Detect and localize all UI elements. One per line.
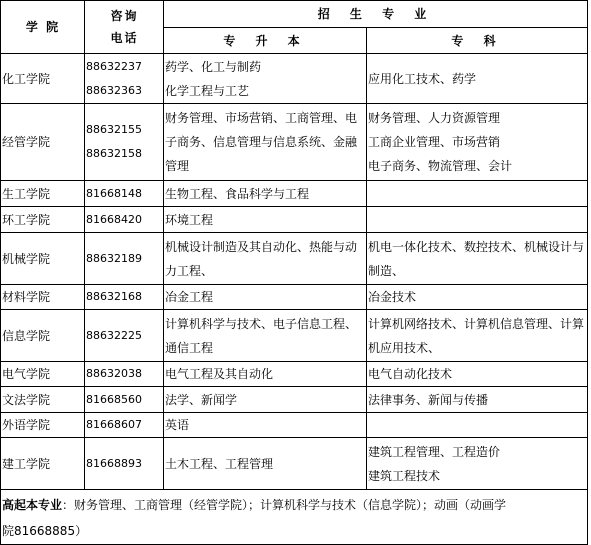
header-majors: 招 生 专 业 xyxy=(164,1,588,28)
upgrade-major-line: 药学、化工与制药 xyxy=(165,59,262,74)
header-phone xyxy=(85,1,164,54)
college-name: 电气学院 xyxy=(1,362,85,387)
upgrade-majors-cell xyxy=(164,362,367,387)
junior-major-line: 建筑工程技术 xyxy=(368,468,441,483)
phone-number: 88632155 xyxy=(86,123,142,136)
phone-cell xyxy=(85,310,164,362)
junior-majors-cell xyxy=(367,233,588,285)
table-row xyxy=(1,387,588,413)
table-row xyxy=(1,207,588,233)
junior-major-line: 机应用技术、 xyxy=(368,340,441,355)
phone-number: 88632158 xyxy=(86,147,142,160)
phone-number: 81668148 xyxy=(86,186,142,200)
phone-cell xyxy=(85,233,164,285)
header-junior: 专 科 xyxy=(367,28,588,54)
junior-major-line: 电子商务、物流管理、会计 xyxy=(368,159,513,173)
phone-number: 88632363 xyxy=(86,83,142,97)
upgrade-major-line: 法学、新闻学 xyxy=(165,392,238,407)
junior-majors-cell xyxy=(367,285,588,310)
upgrade-major-line: 冶金工程 xyxy=(165,290,214,304)
upgrade-major-line: 电气工程及其自动化 xyxy=(165,367,274,381)
college-name: 信息学院 xyxy=(1,310,85,362)
junior-major-line: 制造、 xyxy=(368,263,405,278)
phone-cell xyxy=(85,362,164,387)
table-row xyxy=(1,438,588,490)
upgrade-majors-cell xyxy=(164,413,367,438)
table-row xyxy=(1,413,588,438)
table-row xyxy=(1,285,588,310)
upgrade-majors-cell xyxy=(164,285,367,310)
phone-number: 88632237 xyxy=(86,59,142,73)
college-name: 化工学院 xyxy=(1,54,85,104)
footer-note xyxy=(1,490,588,545)
junior-majors-cell xyxy=(367,207,588,233)
upgrade-majors-cell xyxy=(164,207,367,233)
junior-major-line: 机电一体化技术、数控技术、机械设计与 xyxy=(368,239,585,254)
phone-number: 88632168 xyxy=(86,290,142,303)
upgrade-major-line: 管理 xyxy=(165,159,190,173)
phone-number: 88632038 xyxy=(86,367,142,380)
junior-majors-cell xyxy=(367,54,588,104)
header-college: 学 院 xyxy=(1,1,85,54)
junior-major-line: 应用化工技术、药学 xyxy=(368,71,477,86)
junior-majors-cell xyxy=(367,387,588,413)
footer-text-line2: 院81668885） xyxy=(2,524,88,538)
junior-majors-cell xyxy=(367,362,588,387)
college-name: 经管学院 xyxy=(1,104,85,181)
table-row xyxy=(1,362,588,387)
footer-label: 高起本专业 xyxy=(2,498,63,512)
upgrade-major-line: 力工程、 xyxy=(165,263,214,278)
college-name: 机械学院 xyxy=(1,233,85,285)
phone-number: 81668607 xyxy=(86,418,142,431)
phone-cell xyxy=(85,438,164,490)
phone-number: 81668893 xyxy=(86,456,142,470)
junior-majors-cell xyxy=(367,181,588,207)
upgrade-majors-cell xyxy=(164,54,367,104)
phone-number: 88632225 xyxy=(86,328,142,342)
header-phone-line2: 电话 xyxy=(110,31,139,45)
junior-major-line: 冶金技术 xyxy=(368,290,417,304)
college-name: 材料学院 xyxy=(1,285,85,310)
upgrade-major-line: 环境工程 xyxy=(165,212,214,227)
upgrade-major-line: 土木工程、工程管理 xyxy=(165,456,274,471)
college-name: 生工学院 xyxy=(1,181,85,207)
upgrade-majors-cell xyxy=(164,181,367,207)
header-phone-line1: 咨询 xyxy=(110,9,139,23)
junior-major-line: 建筑工程管理、工程造价 xyxy=(368,444,501,459)
college-name: 环工学院 xyxy=(1,207,85,233)
footer-text-line1: ：财务管理、工商管理（经管学院）；计算机科学与技术（信息学院）；动画（动画学 xyxy=(62,498,507,512)
junior-majors-cell xyxy=(367,413,588,438)
junior-majors-cell xyxy=(367,104,588,181)
junior-major-line: 工商企业管理、市场营销 xyxy=(368,135,501,149)
phone-cell xyxy=(85,181,164,207)
upgrade-major-line: 子商务、信息管理与信息系统、金融 xyxy=(165,135,358,149)
table-row xyxy=(1,233,588,285)
upgrade-major-line: 财务管理、市场营销、工商管理、电 xyxy=(165,111,358,125)
junior-major-line: 计算机网络技术、计算机信息管理、计算 xyxy=(368,316,585,331)
phone-cell xyxy=(85,207,164,233)
junior-major-line: 电气自动化技术 xyxy=(368,367,453,381)
upgrade-majors-cell xyxy=(164,387,367,413)
junior-major-line: 法律事务、新闻与传播 xyxy=(368,392,489,407)
junior-majors-cell xyxy=(367,310,588,362)
college-name: 文法学院 xyxy=(1,387,85,413)
phone-cell xyxy=(85,54,164,104)
phone-number: 88632189 xyxy=(86,251,142,265)
upgrade-major-line: 计算机科学与技术、电子信息工程、 xyxy=(165,316,358,331)
phone-number: 81668420 xyxy=(86,212,142,226)
upgrade-major-line: 生物工程、食品科学与工程 xyxy=(165,186,310,201)
upgrade-majors-cell xyxy=(164,438,367,490)
table-row xyxy=(1,104,588,181)
phone-cell xyxy=(85,413,164,438)
header-upgrade: 专 升 本 xyxy=(164,28,367,54)
upgrade-major-line: 通信工程 xyxy=(165,340,214,355)
phone-cell xyxy=(85,285,164,310)
college-name: 建工学院 xyxy=(1,438,85,490)
table-row xyxy=(1,310,588,362)
upgrade-majors-cell xyxy=(164,104,367,181)
phone-cell xyxy=(85,104,164,181)
phone-number: 81668560 xyxy=(86,392,142,406)
phone-cell xyxy=(85,387,164,413)
college-name: 外语学院 xyxy=(1,413,85,438)
upgrade-major-line: 化学工程与工艺 xyxy=(165,83,250,98)
table-row xyxy=(1,181,588,207)
upgrade-majors-cell xyxy=(164,310,367,362)
junior-major-line: 财务管理、人力资源管理 xyxy=(368,111,501,125)
upgrade-majors-cell xyxy=(164,233,367,285)
upgrade-major-line: 英语 xyxy=(165,418,190,432)
table-row xyxy=(1,54,588,104)
junior-majors-cell xyxy=(367,438,588,490)
upgrade-major-line: 机械设计制造及其自动化、热能与动 xyxy=(165,239,358,254)
